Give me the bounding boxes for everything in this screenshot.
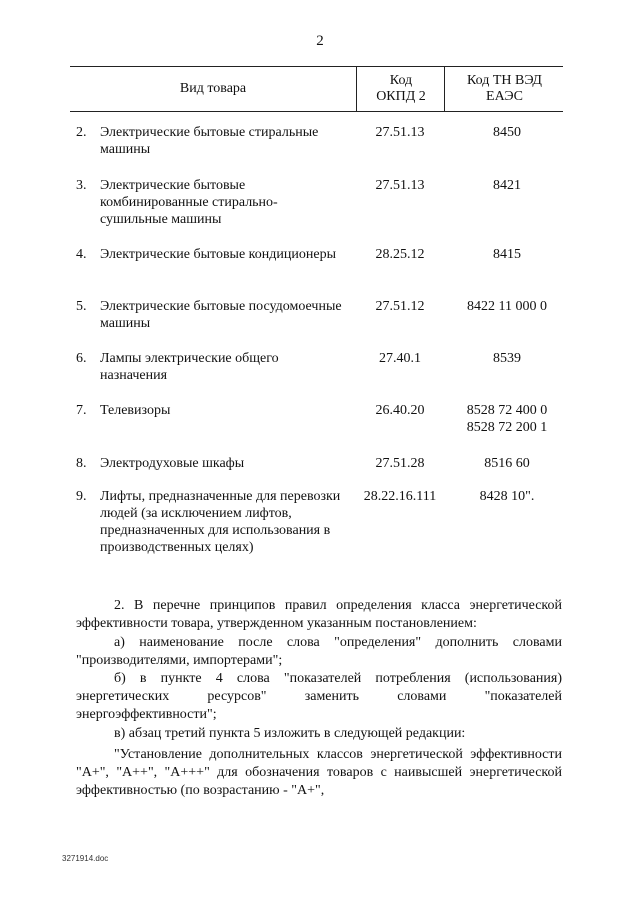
document-filename: 3271914.doc (62, 854, 109, 863)
header-tnved-code: Код ТН ВЭД ЕАЭС (444, 67, 564, 111)
row-number: 2. (76, 125, 87, 140)
row-tnved-code (448, 124, 566, 141)
row-tnved-code (448, 402, 566, 436)
row-tnved-code (448, 488, 566, 505)
tnved-code-line: 8428 10". (479, 489, 535, 504)
tnved-code-line: 8528 72 200 1 (466, 420, 548, 435)
tnved-code-line: 8539 (493, 351, 521, 366)
header-okpd-code: Код ОКПД 2 (356, 67, 445, 111)
row-number: 4. (76, 247, 87, 262)
tnved-code-line: 8516 60 (484, 456, 530, 471)
row-tnved-code (448, 350, 566, 367)
page-number: 2 (316, 33, 324, 49)
row-product-name: Лампы электрические общего назначения (100, 351, 279, 383)
row-number: 9. (76, 489, 87, 504)
tnved-code-line: 8422 11 000 0 (467, 299, 547, 314)
row-okpd-code: 27.51.13 (375, 178, 425, 193)
row-okpd-code: 27.51.13 (375, 125, 425, 140)
paragraph-subitem-b: б) в пункте 4 слова "показателей потребления (использования) энергетических ресурсов" заменить словами "показателей энергоэффективности"; (76, 671, 562, 723)
paragraph-quote: "Установление дополнительных классов энергетической эффективности "А+", "А++", "А+++" для обозначения товаров с наивысшей энергетической эффективностью (по возрастанию - "А+", (76, 747, 562, 799)
paragraph-subitem-a: а) наименование после слова "определения" дополнить словами "производителями, импортерами"; (76, 635, 562, 669)
row-number: 6. (76, 351, 87, 366)
row-okpd-code: 27.40.1 (379, 351, 421, 366)
row-product-name: Электрические бытовые посудомоечные машины (100, 299, 342, 331)
row-okpd-code: 28.22.16.111 (363, 489, 437, 504)
table-header (70, 66, 563, 112)
row-tnved-code (448, 177, 566, 194)
paragraph-subitem-c: в) абзац третий пункта 5 изложить в следующей редакции: (114, 726, 466, 741)
paragraph-item-2: 2. В перечне принципов правил определения класса энергетической эффективности товара, утвержденном указанным постановлением: (76, 598, 562, 632)
row-tnved-code (448, 298, 566, 315)
tnved-code-line: 8450 (493, 125, 521, 140)
tnved-code-line: 8415 (493, 247, 521, 262)
header-product-type: Вид товара (179, 81, 247, 96)
row-product-name: Электрические бытовые кондиционеры (100, 247, 336, 262)
row-number: 8. (76, 456, 87, 471)
row-number: 3. (76, 178, 87, 193)
row-product-name: Электрические бытовые комбинированные стирально-сушильные машины (100, 178, 278, 227)
row-tnved-code (448, 455, 566, 472)
row-product-name: Электродуховые шкафы (100, 456, 245, 471)
tnved-code-line: 8528 72 400 0 (466, 403, 548, 418)
row-okpd-code: 27.51.12 (375, 299, 425, 314)
row-number: 7. (76, 403, 87, 418)
row-okpd-code: 28.25.12 (375, 247, 425, 262)
tnved-code-line: 8421 (493, 178, 521, 193)
row-product-name: Телевизоры (100, 403, 171, 418)
row-number: 5. (76, 299, 87, 314)
row-okpd-code: 27.51.28 (375, 456, 425, 471)
row-tnved-code (448, 246, 566, 263)
row-product-name: Электрические бытовые стиральные машины (100, 125, 319, 157)
row-okpd-code: 26.40.20 (375, 403, 425, 418)
row-product-name: Лифты, предназначенные для перевозки людей (за исключением лифтов, предназначенных для использования в производственных целях) (100, 489, 341, 555)
